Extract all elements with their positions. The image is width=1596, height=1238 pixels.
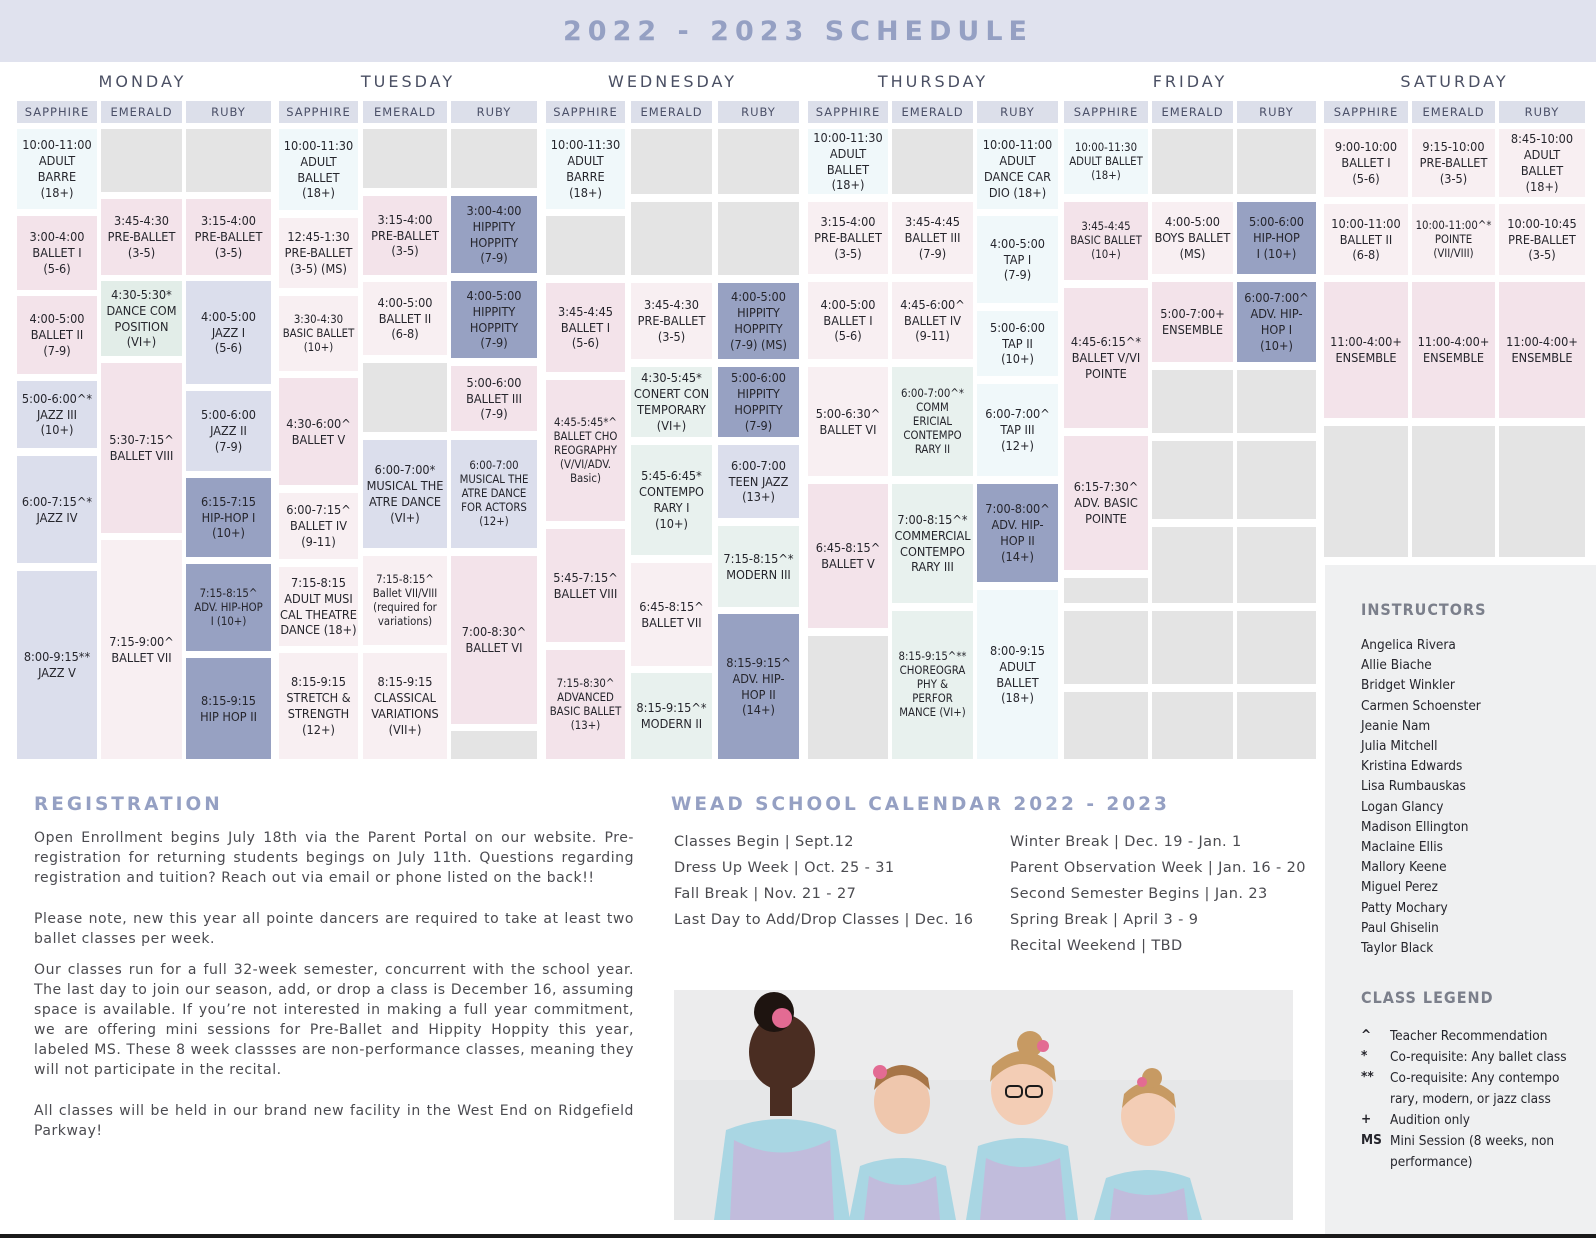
legend-symbol: ** (1361, 1069, 1374, 1085)
empty-slot (363, 129, 447, 188)
class-block: 8:15-9:15 HIP HOP II (186, 658, 271, 759)
empty-slot (1152, 370, 1233, 433)
class-block: 8:00-9:15 ADULT BALLET (18+) (977, 590, 1058, 759)
instructor-name: Maclaine Ellis (1361, 839, 1443, 855)
empty-slot (1064, 692, 1148, 759)
empty-slot (1324, 426, 1408, 557)
studio-header-sat-sapphire: SAPPHIRE (1324, 101, 1408, 123)
class-block: 6:00-7:15^* JAZZ IV (17, 456, 97, 563)
legend-description: Teacher Recommendation (1390, 1028, 1548, 1044)
empty-slot (451, 731, 537, 759)
empty-slot (1064, 578, 1148, 603)
instructor-name: Bridget Winkler (1361, 677, 1455, 694)
class-block: 10:00-11:30 ADULT BALLET (18+) (279, 129, 358, 210)
class-block: 4:00-5:00 BALLET I (5-6) (808, 282, 888, 359)
class-block: 10:00-11:00 ADULT DANCE CAR DIO (18+) (977, 129, 1058, 209)
class-block: 6:15-7:15 HIP-HOP I (10+) (186, 478, 271, 557)
class-block: 11:00-4:00+ ENSEMBLE (1499, 282, 1585, 418)
empty-slot (808, 636, 888, 759)
class-block: 5:45-7:15^ BALLET VIII (546, 529, 625, 642)
legend-symbol: MS (1361, 1132, 1382, 1148)
empty-slot (1237, 611, 1316, 684)
instructor-name: Angelica Rivera (1361, 637, 1456, 653)
instructors-heading: INSTRUCTORS (1361, 600, 1487, 619)
class-block: 6:00-7:00* MUSICAL THE ATRE DANCE (VI+) (363, 440, 447, 548)
instructor-name: Patty Mochary (1361, 899, 1448, 916)
studio-header-mon-emerald: EMERALD (101, 101, 182, 123)
class-block: 10:00-10:45 PRE-BALLET (3-5) (1499, 204, 1585, 275)
studio-header-wed-ruby: RUBY (718, 101, 799, 123)
schedule-banner (0, 0, 1596, 62)
empty-slot (186, 129, 271, 192)
class-block: 8:00-9:15** JAZZ V (17, 571, 97, 759)
class-block: 5:00-6:30^ BALLET VI (808, 367, 888, 476)
studio-header-wed-emerald: EMERALD (631, 101, 712, 123)
studio-header-tue-ruby: RUBY (451, 101, 537, 123)
class-block: 4:00-5:00 BALLET II (6-8) (363, 282, 447, 355)
legend-symbol: + (1361, 1111, 1372, 1127)
empty-slot (1152, 441, 1233, 519)
class-block: 3:45-4:45 BASIC BALLET (10+) (1064, 202, 1148, 280)
empty-slot (718, 129, 799, 194)
studio-header-tue-sapphire: SAPPHIRE (279, 101, 358, 123)
class-block: 4:45-6:15^* BALLET V/VI POINTE (1064, 288, 1148, 428)
class-block: 10:00-11:00^* POINTE (VII/VIII) (1412, 204, 1495, 275)
studio-header-thu-ruby: RUBY (977, 101, 1058, 123)
legend-description: Co-requisite: Any ballet class (1390, 1049, 1567, 1065)
class-block: 8:15-9:15^* MODERN II (631, 673, 712, 759)
class-block: 4:00-5:00 JAZZ I (5-6) (186, 281, 271, 384)
class-block: 8:15-9:15^** CHOREOGRA PHY & PERFOR MANCE (VI+) (892, 611, 973, 759)
studio-header-thu-emerald: EMERALD (892, 101, 973, 123)
class-block: 6:45-8:15^ BALLET VII (631, 563, 712, 666)
empty-slot (1499, 426, 1585, 557)
studio-header-tue-emerald: EMERALD (363, 101, 447, 123)
class-block: 4:00-5:00 BOYS BALLET (MS) (1152, 202, 1233, 274)
instructor-name: Miguel Perez (1361, 879, 1438, 896)
class-block: 4:30-5:30* DANCE COM POSITION (VI+) (101, 281, 182, 356)
class-block: 8:15-9:15 STRETCH & STRENGTH (12+) (279, 653, 358, 759)
class-block: 5:00-6:00 TAP II (10+) (977, 311, 1058, 376)
empty-slot (1152, 129, 1233, 194)
empty-slot (101, 129, 182, 192)
day-title-sat: SATURDAY (1400, 72, 1509, 91)
class-block: 9:15-10:00 PRE-BALLET (3-5) (1412, 129, 1495, 197)
instructor-name: Allie Biache (1361, 657, 1432, 674)
class-block: 3:45-4:45 BALLET I (5-6) (546, 283, 625, 372)
class-block: 5:45-6:45* CONTEMPO RARY I (10+) (631, 445, 712, 555)
class-block: 3:45-4:30 PRE-BALLET (3-5) (101, 199, 182, 275)
class-block: 7:15-8:30^ ADVANCED BASIC BALLET (13+) (546, 650, 625, 759)
empty-slot (718, 202, 799, 275)
calendar-heading: WEAD SCHOOL CALENDAR 2022 - 2023 (671, 794, 1170, 815)
empty-slot (1064, 611, 1148, 684)
class-block: 7:15-9:00^ BALLET VII (101, 540, 182, 759)
empty-slot (631, 129, 712, 194)
studio-header-thu-sapphire: SAPPHIRE (808, 101, 888, 123)
class-block: 10:00-11:00 ADULT BARRE (18+) (17, 129, 97, 209)
studio-header-fri-emerald: EMERALD (1152, 101, 1233, 123)
legend-symbol: * (1361, 1048, 1368, 1064)
legend-description: Mini Session (8 weeks, non performance) (1390, 1133, 1555, 1170)
class-block: 3:30-4:30 BASIC BALLET (10+) (279, 296, 358, 371)
class-block: 5:30-7:15^ BALLET VIII (101, 363, 182, 533)
class-block: 8:15-9:15^ ADV. HIP- HOP II (14+) (718, 614, 799, 759)
class-block: 4:00-5:00 HIPPITY HOPPITY (7-9) (MS) (718, 283, 799, 359)
class-block: 3:45-4:30 PRE-BALLET (3-5) (631, 283, 712, 359)
calendar-entry: Fall Break | Nov. 21 - 27 (674, 886, 857, 902)
class-block: 6:00-7:00 TEEN JAZZ (13+) (718, 445, 799, 518)
instructor-name: Lisa Rumbauskas (1361, 778, 1466, 795)
empty-slot (1412, 426, 1495, 557)
day-title-thu: THURSDAY (877, 72, 989, 91)
class-block: 4:00-5:00 TAP I (7-9) (977, 216, 1058, 303)
empty-slot (1152, 692, 1233, 759)
empty-slot (1237, 129, 1316, 194)
page-title: 2022 - 2023 SCHEDULE (563, 15, 1033, 47)
studio-header-fri-sapphire: SAPPHIRE (1064, 101, 1148, 123)
day-title-tue: TUESDAY (360, 72, 456, 91)
registration-heading: REGISTRATION (34, 794, 223, 815)
calendar-entry: Dress Up Week | Oct. 25 - 31 (674, 860, 895, 876)
class-block: 10:00-11:30 ADULT BALLET (18+) (808, 129, 888, 194)
studio-header-mon-sapphire: SAPPHIRE (17, 101, 97, 123)
class-block: 4:45-5:45*^ BALLET CHO REOGRAPHY (V/VI/ADV. Basic) (546, 380, 625, 521)
legend-symbol: ^ (1361, 1027, 1372, 1043)
empty-slot (451, 129, 537, 188)
empty-slot (1237, 441, 1316, 519)
studio-header-fri-ruby: RUBY (1237, 101, 1316, 123)
instructor-name: Madison Ellington (1361, 818, 1469, 835)
calendar-entry: Classes Begin | Sept.12 (674, 834, 854, 850)
class-block: 6:15-7:30^ ADV. BASIC POINTE (1064, 436, 1148, 570)
class-block: 11:00-4:00+ ENSEMBLE (1412, 282, 1495, 418)
studio-header-wed-sapphire: SAPPHIRE (546, 101, 625, 123)
empty-slot (1152, 527, 1233, 603)
empty-slot (892, 129, 973, 194)
class-block: 10:00-11:30 ADULT BALLET (18+) (1064, 129, 1148, 194)
registration-paragraph: All classes will be held in our brand new facility in the West End on Ridgefield Parkway! (34, 1103, 634, 1139)
class-block: 10:00-11:30 ADULT BARRE (18+) (546, 129, 625, 209)
class-block: 7:00-8:30^ BALLET VI (451, 556, 537, 724)
dancers-photo (674, 990, 1293, 1220)
class-block: 4:45-6:00^ BALLET IV (9-11) (892, 282, 973, 359)
instructor-name: Jeanie Nam (1361, 717, 1431, 734)
class-block: 4:00-5:00 HIPPITY HOPPITY (7-9) (451, 281, 537, 358)
class-block: 7:00-8:15^* COMMERCIAL CONTEMPO RARY III (892, 484, 973, 603)
class-block: 5:00-7:00+ ENSEMBLE (1152, 282, 1233, 362)
instructor-name: Paul Ghiselin (1361, 919, 1439, 936)
class-block: 5:00-6:00 BALLET III (7-9) (451, 366, 537, 431)
empty-slot (546, 216, 625, 275)
legend-heading: CLASS LEGEND (1361, 988, 1494, 1007)
class-block: 4:30-5:45* CONERT CON TEMPORARY (VI+) (631, 367, 712, 437)
class-block: 10:00-11:00 BALLET II (6-8) (1324, 204, 1408, 275)
class-block: 6:00-7:00 MUSICAL THE ATRE DANCE FOR ACTORS (12+) (451, 440, 537, 548)
class-block: 3:15-4:00 PRE-BALLET (3-5) (808, 202, 888, 274)
class-block: 3:00-4:00 HIPPITY HOPPITY (7-9) (451, 196, 537, 273)
class-block: 7:15-8:15^* MODERN III (718, 526, 799, 607)
instructor-name: Logan Glancy (1361, 798, 1444, 815)
calendar-entry: Spring Break | April 3 - 9 (1010, 912, 1199, 928)
registration-paragraph: Open Enrollment begins July 18th via the Parent Portal on our website. Pre-registration for returning students begings on July 11th. Questions regarding registration and tuition? Reach out via email or phone listed on the back!! (34, 830, 634, 886)
class-block: 8:45-10:00 ADULT BALLET (18+) (1499, 129, 1585, 197)
class-block: 5:00-6:00 JAZZ II (7-9) (186, 391, 271, 471)
empty-slot (1152, 611, 1233, 684)
class-block: 5:00-6:00 HIP-HOP I (10+) (1237, 202, 1316, 274)
studio-header-sat-emerald: EMERALD (1412, 101, 1495, 123)
studio-header-mon-ruby: RUBY (186, 101, 271, 123)
bottom-border (0, 1234, 1596, 1238)
class-block: 5:00-6:00 HIPPITY HOPPITY (7-9) (718, 367, 799, 437)
instructor-name: Kristina Edwards (1361, 758, 1463, 775)
class-block: 7:15-8:15^ Ballet VII/VIII (required for variations) (363, 556, 447, 645)
class-block: 3:15-4:00 PRE-BALLET (3-5) (186, 199, 271, 275)
empty-slot (1237, 370, 1316, 433)
empty-slot (1237, 527, 1316, 603)
class-block: 6:00-7:00^ ADV. HIP- HOP I (10+) (1237, 282, 1316, 362)
calendar-entry: Parent Observation Week | Jan. 16 - 20 (1010, 860, 1306, 876)
class-block: 3:45-4:45 BALLET III (7-9) (892, 202, 973, 274)
class-block: 12:45-1:30 PRE-BALLET (3-5) (MS) (279, 218, 358, 288)
legend-description: Co-requisite: Any contempo rary, modern, or jazz class (1390, 1070, 1560, 1107)
instructor-name: Carmen Schoenster (1361, 697, 1481, 714)
class-block: 4:30-6:00^ BALLET V (279, 378, 358, 485)
class-block: 6:00-7:00^ TAP III (12+) (977, 384, 1058, 476)
class-block: 6:00-7:00^* COMM ERICIAL CONTEMPO RARY II (892, 367, 973, 476)
empty-slot (363, 363, 447, 432)
calendar-entry: Last Day to Add/Drop Classes | Dec. 16 (674, 912, 974, 928)
empty-slot (1237, 692, 1316, 759)
class-block: 5:00-6:00^* JAZZ III (10+) (17, 381, 97, 448)
class-block: 9:00-10:00 BALLET I (5-6) (1324, 129, 1408, 197)
instructor-name: Julia Mitchell (1361, 738, 1438, 754)
day-title-fri: FRIDAY (1152, 72, 1228, 91)
class-block: 7:00-8:00^ ADV. HIP- HOP II (14+) (977, 484, 1058, 582)
calendar-entry: Winter Break | Dec. 19 - Jan. 1 (1010, 834, 1242, 850)
day-title-mon: MONDAY (98, 72, 187, 91)
calendar-entry: Second Semester Begins | Jan. 23 (1010, 886, 1268, 902)
class-block: 4:00-5:00 BALLET II (7-9) (17, 296, 97, 374)
class-block: 8:15-9:15 CLASSICAL VARIATIONS (VII+) (363, 653, 447, 759)
class-block: 3:00-4:00 BALLET I (5-6) (17, 216, 97, 290)
instructor-name: Mallory Keene (1361, 859, 1447, 876)
calendar-entry: Recital Weekend | TBD (1010, 938, 1183, 954)
registration-paragraph: Please note, new this year all pointe dancers are required to take at least two ballet classes per week. (34, 911, 634, 947)
studio-header-sat-ruby: RUBY (1499, 101, 1585, 123)
instructor-name: Taylor Black (1361, 940, 1434, 956)
day-title-wed: WEDNESDAY (608, 72, 737, 91)
class-block: 7:15-8:15 ADULT MUSI CAL THEATRE DANCE (18+) (279, 567, 358, 646)
class-block: 11:00-4:00+ ENSEMBLE (1324, 282, 1408, 418)
class-block: 6:45-8:15^ BALLET V (808, 484, 888, 628)
class-block: 6:00-7:15^ BALLET IV (9-11) (279, 493, 358, 559)
empty-slot (631, 202, 712, 275)
class-block: 7:15-8:15^ ADV. HIP-HOP I (10+) (186, 564, 271, 651)
registration-paragraph: Our classes run for a full 32-week semester, concurrent with the school year. The last day to join our season, add, or drop a class is December 16, assuming space is available. If you’re not interested in making a full year commitment, we are offering mini sessions for Pre-Ballet and Hippity Hoppity this year, labeled MS. These 8 week classses are non-performance classes, meaning they will not participate in the recital. (34, 962, 634, 1078)
class-block: 3:15-4:00 PRE-BALLET (3-5) (363, 196, 447, 275)
legend-description: Audition only (1390, 1112, 1470, 1128)
